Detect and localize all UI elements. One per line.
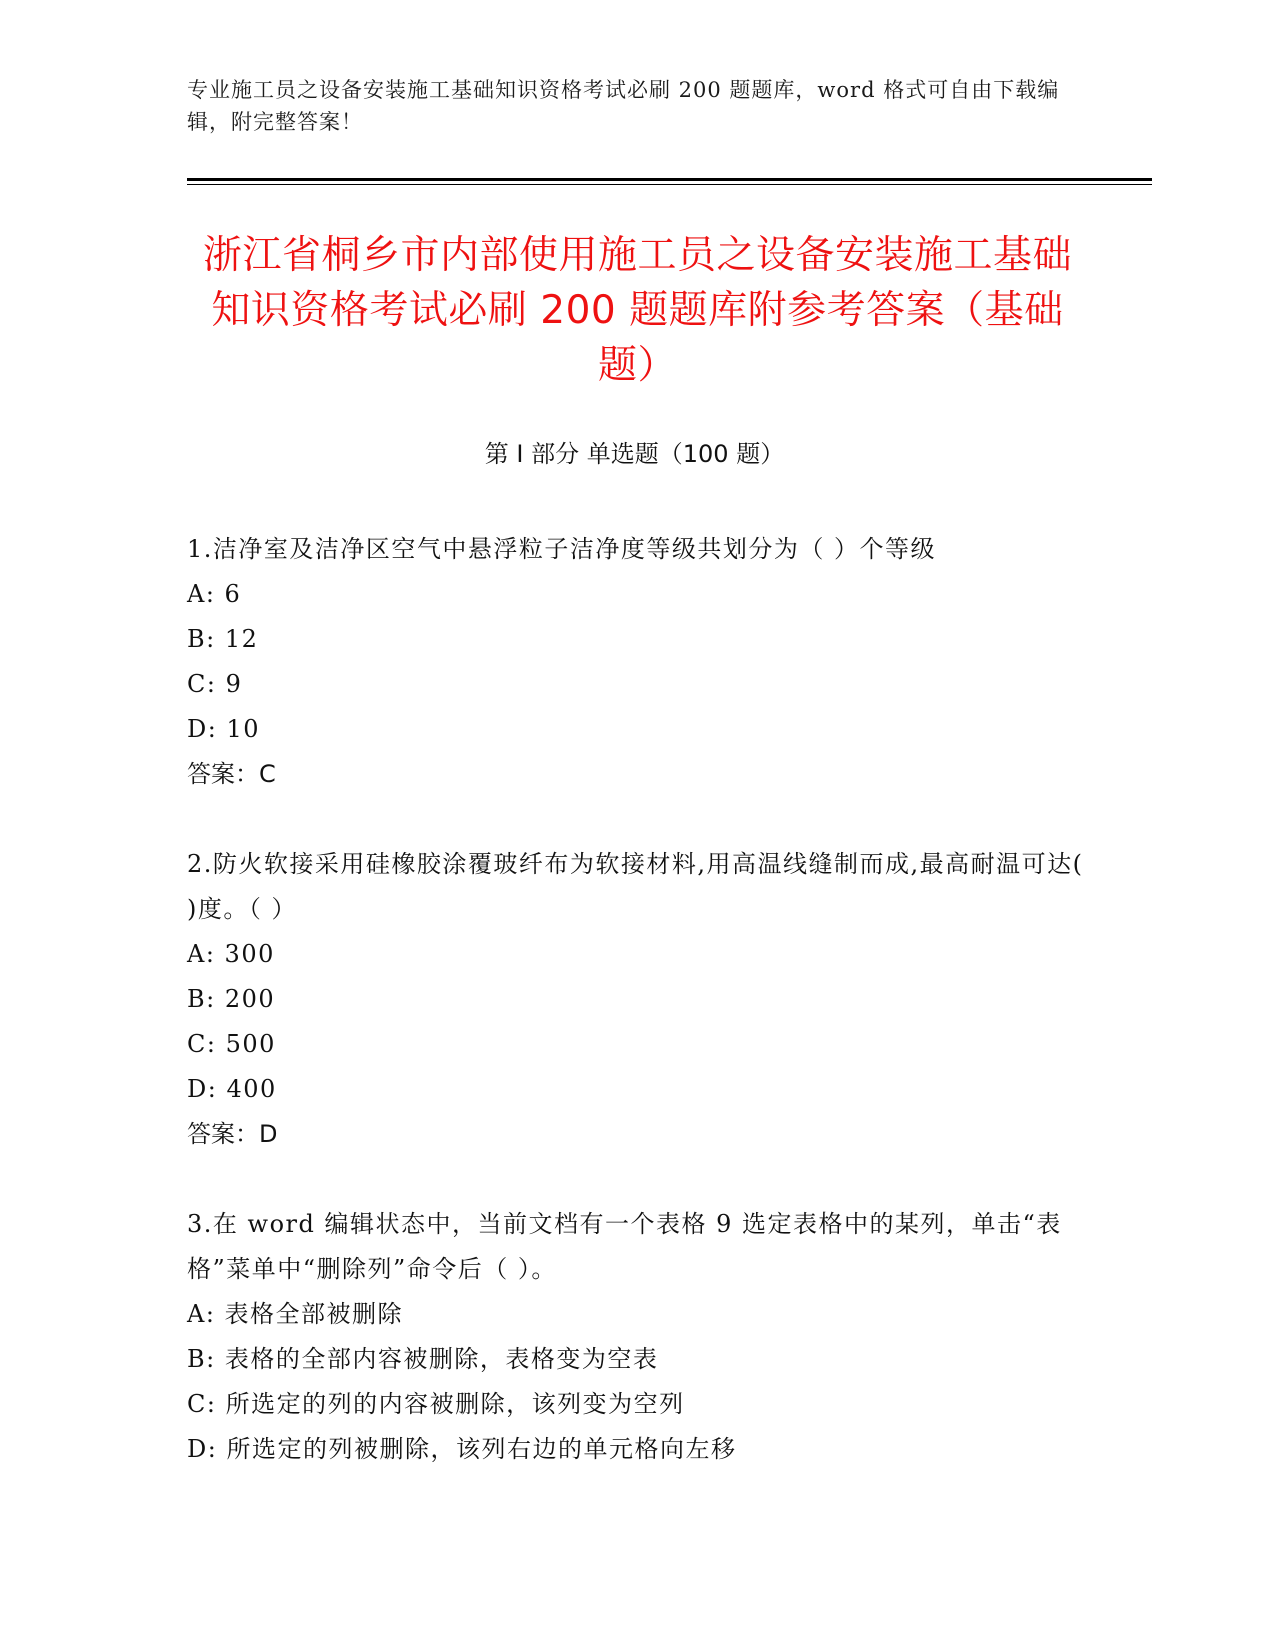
option-b: B: 200 bbox=[187, 985, 276, 1013]
document-title: 浙江省桐乡市内部使用施工员之设备安装施工基础知识资格考试必刷 200 题题库附参考答案（基础题） bbox=[202, 233, 1072, 388]
option-a: A: 6 bbox=[187, 580, 242, 608]
option-c: C: 500 bbox=[187, 1030, 276, 1058]
option-c: C: 9 bbox=[187, 670, 243, 698]
question-list bbox=[187, 527, 1087, 1517]
option-d: D: 400 bbox=[187, 1075, 277, 1103]
question-3 bbox=[187, 1202, 1087, 1472]
header-divider-thin bbox=[187, 184, 1152, 185]
option-d: D: 10 bbox=[187, 715, 260, 743]
header-divider-thick bbox=[187, 178, 1152, 181]
header-note: 专业施工员之设备安装施工基础知识资格考试必刷 200 题题库，word 格式可自由下载编辑，附完整答案！ bbox=[187, 78, 1060, 134]
section-title: 第 I 部分 单选题（100 题） bbox=[484, 440, 785, 468]
option-a: A: 300 bbox=[187, 940, 275, 968]
option-a: A: 表格全部被删除 bbox=[187, 1300, 404, 1328]
question-stem: 1.洁净室及洁净区空气中悬浮粒子洁净度等级共划分为（ ）个等级 bbox=[187, 535, 937, 563]
option-b: B: 12 bbox=[187, 625, 259, 653]
option-c: C: 所选定的列的内容被删除，该列变为空列 bbox=[187, 1390, 685, 1418]
option-d: D: 所选定的列被删除，该列右边的单元格向左移 bbox=[187, 1435, 737, 1463]
answer-line: 答案：C bbox=[187, 760, 276, 788]
question-stem: 3.在 word 编辑状态中，当前文档有一个表格 9 选定表格中的某列，单击“表格”菜单中“删除列”命令后（ ）。 bbox=[187, 1210, 1062, 1283]
question-stem: 2.防火软接采用硅橡胶涂覆玻纤布为软接材料,用高温线缝制而成,最高耐温可达( )度。（ ） bbox=[187, 850, 1084, 923]
question-1 bbox=[187, 527, 1087, 797]
question-2 bbox=[187, 842, 1087, 1157]
option-b: B: 表格的全部内容被删除，表格变为空表 bbox=[187, 1345, 659, 1373]
answer-line: 答案：D bbox=[187, 1120, 278, 1148]
